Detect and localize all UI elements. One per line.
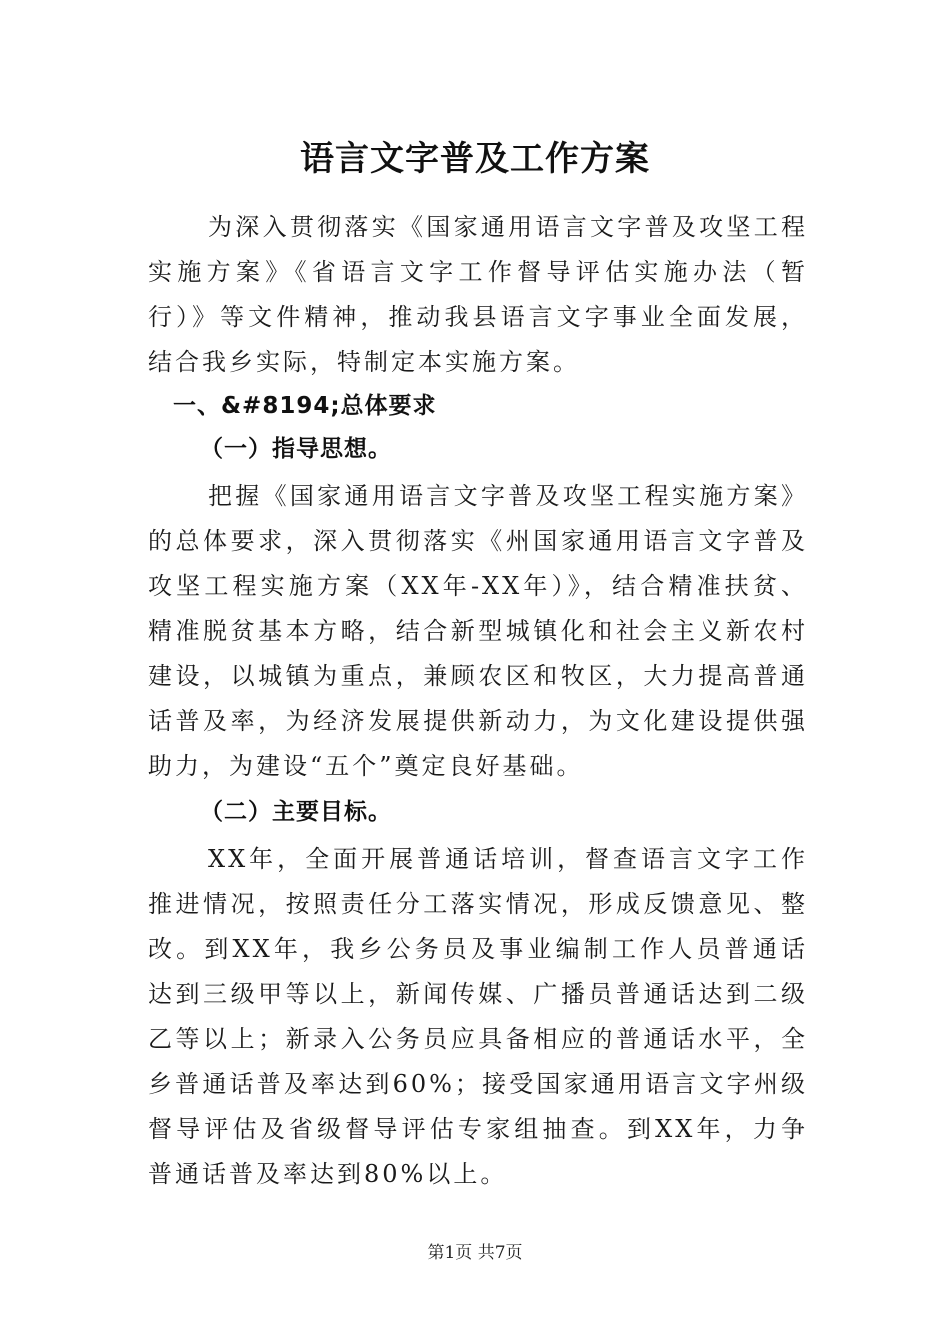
intro-paragraph: 为深入贯彻落实《国家通用语言文字普及攻坚工程实施方案》《省语言文字工作督导评估实施办法（暂行）》等文件精神，推动我县语言文字事业全面发展，结合我乡实际，特制定本实施方案。	[148, 213, 808, 376]
section-heading-general-requirements: 一、&#8194;总体要求	[173, 393, 437, 419]
subsection-heading-guiding-ideology: （一）指导思想。	[200, 436, 392, 462]
subsection-heading-main-goals: （二）主要目标。	[200, 799, 392, 825]
main-goals-paragraph: XX年，全面开展普通话培训，督查语言文字工作推进情况，按照责任分工落实情况，形成反馈意见、整改。到XX年，我乡公务员及事业编制工作人员普通话达到三级甲等以上，新闻传媒、广播员普通话达到二级乙等以上；新录入公务员应具备相应的普通话水平，全乡普通话普及率达到60%；接受国家通用语言文字州级督导评估及省级督导评估专家组抽查。到XX年，力争普通话普及率达到80%以上。	[148, 845, 808, 1188]
page-number-footer: 第1页 共7页	[427, 1243, 523, 1263]
document-title: 语言文字普及工作方案	[300, 139, 650, 179]
guiding-ideology-paragraph: 把握《国家通用语言文字普及攻坚工程实施方案》的总体要求，深入贯彻落实《州国家通用语言文字普及攻坚工程实施方案（XX年-XX年）》，结合精准扶贫、精准脱贫基本方略，结合新型城镇化和社会主义新农村建设，以城镇为重点，兼顾农区和牧区，大力提高普通话普及率，为经济发展提供新动力，为文化建设提供强助力，为建设“五个”奠定良好基础。	[148, 482, 808, 780]
